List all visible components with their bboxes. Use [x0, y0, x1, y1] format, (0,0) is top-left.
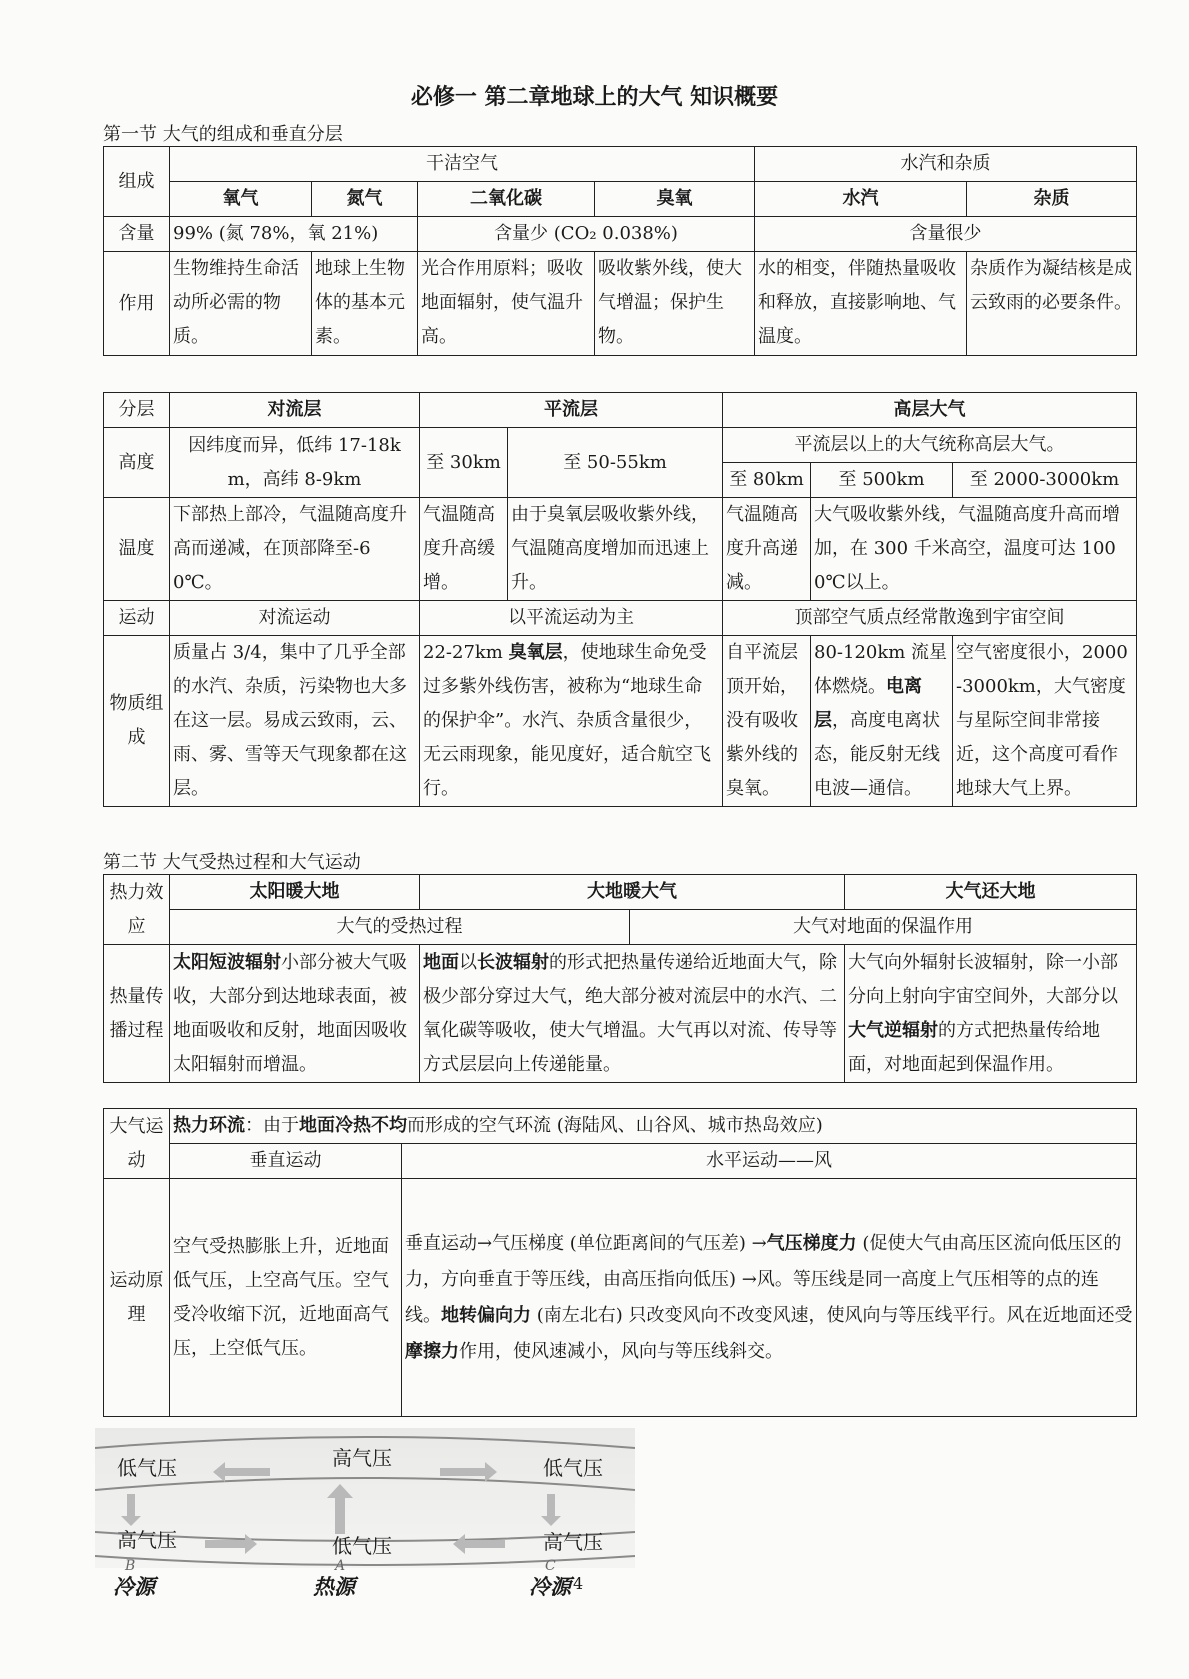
ozone-layer-term: 臭氧层 [508, 642, 563, 663]
matter-upper-2-post: ，高度电离状态，能反射无线电波—通信。 [814, 710, 940, 799]
layers-table [103, 392, 1137, 807]
content-co2-o3: 含量少 (CO₂ 0.038%) [418, 217, 755, 252]
h-text-4: 作用，使风速减小，风向与等压线斜交。 [459, 1340, 783, 1362]
layer-label: 分层 [104, 393, 170, 428]
matter-upper-2-pre: 80-120km 流星体燃烧。 [814, 642, 948, 697]
heating-process-subheader: 大气的受热过程 [170, 910, 630, 945]
thermal-circulation [170, 1109, 1137, 1144]
section-2-heading: 第二节 大气受热过程和大气运动 [103, 852, 361, 873]
role-impurities: 杂质作为凝结核是成云致雨的必要条件。 [967, 252, 1137, 356]
process-air [845, 945, 1137, 1083]
ionosphere-term: 电离层 [814, 676, 922, 731]
height-upper-3000: 至 2000-3000km [953, 463, 1137, 498]
matter-label: 物质组成 [104, 636, 170, 807]
temp-label: 温度 [104, 498, 170, 601]
longwave-term: 长波辐射 [477, 951, 549, 973]
vertical-motion-text: 空气受热膨胀上升，近地面低气压，上空高气压。空气受冷收缩下沉，近地面高气压，上空低气压。 [170, 1179, 402, 1417]
lower-left-pressure: 高气压 [117, 1528, 177, 1552]
motion-troposphere: 对流运动 [170, 601, 420, 636]
heat-effect-label: 热力效应 [104, 875, 170, 945]
process-air-post: 的方式把热量传给地面，对地面起到保温作用。 [848, 1019, 1100, 1075]
col-water-vapor: 水汽 [755, 182, 967, 217]
height-stratosphere-2: 至 50-55km [508, 428, 723, 498]
dry-air-header: 干洁空气 [170, 147, 755, 182]
pressure-gradient-force-term: 气压梯度力 [766, 1232, 857, 1254]
page-title: 必修一 第二章地球上的大气 知识概要 [410, 84, 779, 110]
header-troposphere: 对流层 [170, 393, 420, 428]
header-sun-warms-ground: 太阳暖大地 [170, 875, 420, 910]
role-ozone: 吸收紫外线，使大气增温；保护生物。 [595, 252, 755, 356]
content-o2-n2: 99% (氮 78%，氧 21%) [170, 217, 418, 252]
height-label: 高度 [104, 428, 170, 498]
uneven-heating-term: 地面冷热不均 [299, 1115, 407, 1136]
content-label: 含量 [104, 217, 170, 252]
principle-label: 运动原理 [104, 1179, 170, 1417]
vertical-motion-header: 垂直运动 [170, 1144, 402, 1179]
header-upper-atmosphere: 高层大气 [723, 393, 1137, 428]
lower-mid-pressure: 低气压 [332, 1534, 392, 1558]
header-air-returns-ground: 大气还大地 [845, 875, 1137, 910]
matter-strat-post: ，使地球生命免受过多紫外线伤害，被称为“地球生命的保护伞”。水汽、杂质含量很少，无云雨现象，能见度好，适合航空飞行。 [423, 642, 711, 799]
cold-source-left: 冷源 [113, 1574, 155, 1599]
insulation-subheader: 大气对地面的保温作用 [630, 910, 1137, 945]
page-number: 4 [573, 1574, 584, 1593]
header-ground-warms-air: 大地暖大气 [420, 875, 845, 910]
point-c-label: C [545, 1558, 556, 1574]
height-troposphere: 因纬度而异，低纬 17-18km，高纬 8-9km [170, 428, 420, 498]
motion-label: 运动 [104, 601, 170, 636]
role-label: 作用 [104, 252, 170, 356]
header-stratosphere: 平流层 [420, 393, 723, 428]
h-text-3: (南左北右) 只改变风向不改变风速，使风向与等压线平行。风在近地面还受 [531, 1304, 1133, 1326]
matter-troposphere: 质量占 3/4，集中了几乎全部的水汽、杂质，污染物也大多在这一层。易成云致雨，云、雨、雾、雪等天气现象都在这层。 [170, 636, 420, 807]
thermal-circulation-diagram [95, 1428, 635, 1598]
content-water-impurity: 含量很少 [755, 217, 1137, 252]
temp-stratosphere-2: 由于臭氧层吸收紫外线，气温随高度增加而迅速上升。 [508, 498, 723, 601]
ground-term: 地面 [423, 951, 459, 973]
temp-upper-2: 大气吸收紫外线，气温随高度升高而增加，在 300 千米高空，温度可达 1000℃以上。 [811, 498, 1137, 601]
coriolis-force-term: 地转偏向力 [441, 1304, 531, 1326]
composition-label: 组成 [104, 147, 170, 217]
friction-term: 摩擦力 [405, 1340, 459, 1362]
h-text-1: 垂直运动→气压梯度 (单位距离间的气压差) → [405, 1232, 767, 1254]
process-sun-text: 小部分被大气吸收，大部分到达地球表面，被地面吸收和反射，地面因吸收太阳辐射而增温。 [173, 951, 407, 1075]
process-air-pre: 大气向外辐射长波辐射，除一小部分向上射向宇宙空间外，大部分以 [848, 951, 1118, 1007]
role-nitrogen: 地球上生物体的基本元素。 [312, 252, 418, 356]
motion-table [103, 1108, 1137, 1417]
thermal-circulation-term: 热力环流 [173, 1115, 245, 1136]
matter-upper-3: 空气密度很小，2000-3000km，大气密度与星际空间非常接近，这个高度可看作地球大气上界。 [953, 636, 1137, 807]
heat-transfer-label: 热量传播过程 [104, 945, 170, 1083]
heat-source: 热源 [313, 1574, 355, 1599]
process-ground-text: 的形式把热量传递给近地面大气，除极少部分穿过大气，绝大部分被对流层中的水汽、二氧化碳等吸收，使大气增温。大气再以对流、传导等方式层层向上传递能量。 [423, 951, 837, 1075]
temp-troposphere: 下部热上部冷，气温随高度升高而递减，在顶部降至-60℃。 [170, 498, 420, 601]
matter-upper-1: 自平流层顶开始，没有吸收紫外线的臭氧。 [723, 636, 811, 807]
matter-stratosphere [420, 636, 723, 807]
water-impurity-header: 水汽和杂质 [755, 147, 1137, 182]
temp-upper-1: 气温随高度升高递减。 [723, 498, 811, 601]
role-oxygen: 生物维持生命活动所必需的物质。 [170, 252, 312, 356]
upper-right-pressure: 低气压 [543, 1456, 603, 1480]
upper-left-pressure: 低气压 [117, 1456, 177, 1480]
composition-table [103, 146, 1137, 356]
process-sun [170, 945, 420, 1083]
cold-source-right: 冷源 [529, 1574, 571, 1599]
role-co2: 光合作用原料；吸收地面辐射，使气温升高。 [418, 252, 595, 356]
temp-stratosphere-1: 气温随高度升高缓增。 [420, 498, 508, 601]
h-text-2: (促使大气由高压区流向低压区的力，方向垂直于等压线，由高压指向低压) →风。等压线是同一高度上气压相等的点的连线。 [405, 1232, 1122, 1326]
horizontal-motion-header: 水平运动——风 [402, 1144, 1137, 1179]
solar-shortwave-term: 太阳短波辐射 [173, 951, 281, 973]
lower-right-pressure: 高气压 [543, 1530, 603, 1554]
process-ground [420, 945, 845, 1083]
motion-stratosphere: 以平流运动为主 [420, 601, 723, 636]
col-impurities: 杂质 [967, 182, 1137, 217]
height-upper: 平流层以上的大气统称高层大气。 [723, 428, 1137, 463]
horizontal-motion-text [402, 1179, 1137, 1417]
point-a-label: A [335, 1558, 346, 1574]
height-upper-500: 至 500km [811, 463, 953, 498]
upper-mid-pressure: 高气压 [332, 1446, 392, 1470]
section-1-heading: 第一节 大气的组成和垂直分层 [103, 124, 343, 145]
motion-upper: 顶部空气质点经常散逸到宇宙空间 [723, 601, 1137, 636]
height-upper-80: 至 80km [723, 463, 811, 498]
heating-table [103, 874, 1137, 1083]
process-ground-mid: 以 [459, 951, 477, 973]
point-b-label: B [125, 1558, 136, 1574]
matter-strat-pre: 22-27km [423, 642, 509, 663]
counter-radiation-term: 大气逆辐射 [848, 1019, 938, 1041]
atm-motion-label: 大气运动 [104, 1109, 170, 1179]
height-stratosphere-1: 至 30km [420, 428, 508, 498]
circ-post: 而形成的空气环流 (海陆风、山谷风、城市热岛效应) [407, 1115, 823, 1136]
col-ozone: 臭氧 [595, 182, 755, 217]
col-oxygen: 氧气 [170, 182, 312, 217]
col-co2: 二氧化碳 [418, 182, 595, 217]
matter-upper-2 [811, 636, 953, 807]
circ-mid: ：由于 [245, 1115, 299, 1136]
role-water-vapor: 水的相变，伴随热量吸收和释放，直接影响地、气温度。 [755, 252, 967, 356]
col-nitrogen: 氮气 [312, 182, 418, 217]
